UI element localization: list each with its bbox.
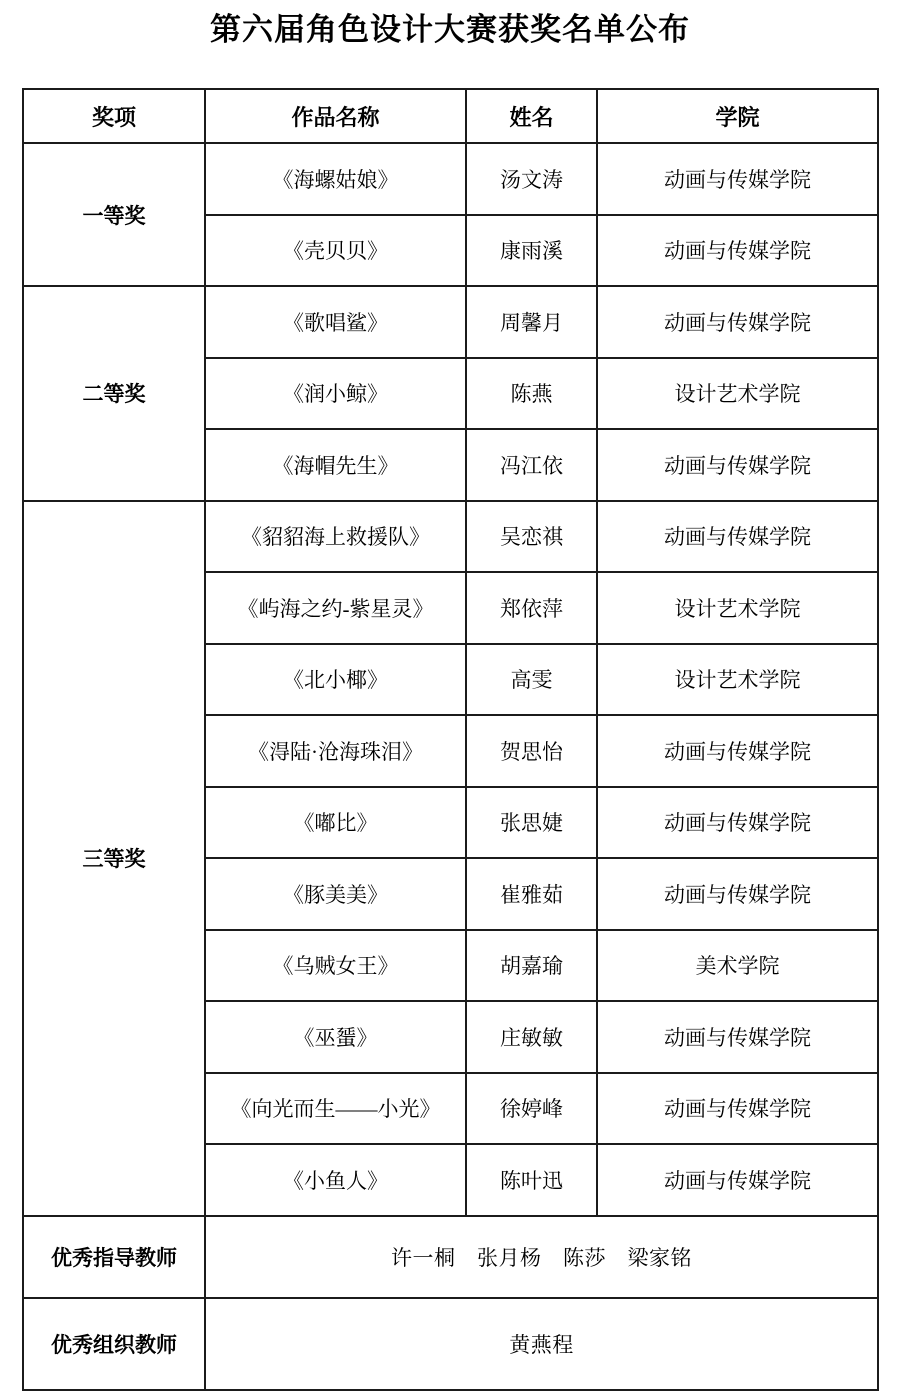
work-cell: 《歌唱鲨》 — [205, 286, 466, 358]
work-cell: 《貂貂海上救援队》 — [205, 501, 466, 573]
work-cell: 《润小鲸》 — [205, 358, 466, 430]
excellent-organization-teacher-label: 优秀组织教师 — [23, 1298, 205, 1390]
award-label-third-prize: 三等奖 — [23, 501, 205, 1216]
name-cell: 周馨月 — [466, 286, 597, 358]
college-cell: 动画与传媒学院 — [597, 1144, 878, 1216]
work-cell: 《海帽先生》 — [205, 429, 466, 501]
table-row — [23, 501, 878, 573]
table-row — [23, 286, 878, 358]
table-row — [23, 1216, 878, 1298]
name-cell: 贺思怡 — [466, 715, 597, 787]
name-cell: 张思婕 — [466, 787, 597, 859]
college-cell: 动画与传媒学院 — [597, 787, 878, 859]
header-work: 作品名称 — [205, 89, 466, 143]
work-cell: 《巫蜑》 — [205, 1001, 466, 1073]
college-cell: 设计艺术学院 — [597, 644, 878, 716]
work-cell: 《北小椰》 — [205, 644, 466, 716]
name-cell: 徐婷峰 — [466, 1073, 597, 1145]
work-cell: 《乌贼女王》 — [205, 930, 466, 1002]
name-cell: 胡嘉瑜 — [466, 930, 597, 1002]
college-cell: 动画与传媒学院 — [597, 1001, 878, 1073]
awards-table — [22, 88, 879, 1391]
award-label-second-prize: 二等奖 — [23, 286, 205, 501]
excellent-guidance-teacher-label: 优秀指导教师 — [23, 1216, 205, 1298]
header-college: 学院 — [597, 89, 878, 143]
college-cell: 美术学院 — [597, 930, 878, 1002]
award-label-first-prize: 一等奖 — [23, 143, 205, 286]
excellent-organization-teacher-names: 黄燕程 — [205, 1298, 878, 1390]
work-cell: 《豚美美》 — [205, 858, 466, 930]
table-row — [23, 143, 878, 215]
work-cell: 《嘟比》 — [205, 787, 466, 859]
college-cell: 动画与传媒学院 — [597, 286, 878, 358]
page-title: 第六届角色设计大赛获奖名单公布 — [210, 12, 690, 47]
name-cell: 庄敏敏 — [466, 1001, 597, 1073]
name-cell: 汤文涛 — [466, 143, 597, 215]
work-cell: 《屿海之约-紫星灵》 — [205, 572, 466, 644]
table-row — [23, 1298, 878, 1390]
work-cell: 《壳贝贝》 — [205, 215, 466, 287]
college-cell: 动画与传媒学院 — [597, 715, 878, 787]
college-cell: 动画与传媒学院 — [597, 1073, 878, 1145]
college-cell: 动画与传媒学院 — [597, 143, 878, 215]
header-name: 姓名 — [466, 89, 597, 143]
name-cell: 陈叶迅 — [466, 1144, 597, 1216]
college-cell: 动画与传媒学院 — [597, 215, 878, 287]
work-cell: 《向光而生——小光》 — [205, 1073, 466, 1145]
college-cell: 动画与传媒学院 — [597, 501, 878, 573]
college-cell: 动画与传媒学院 — [597, 858, 878, 930]
name-cell: 康雨溪 — [466, 215, 597, 287]
name-cell: 吴恋祺 — [466, 501, 597, 573]
name-cell: 冯江依 — [466, 429, 597, 501]
name-cell: 高雯 — [466, 644, 597, 716]
college-cell: 设计艺术学院 — [597, 572, 878, 644]
college-cell: 动画与传媒学院 — [597, 429, 878, 501]
header-award: 奖项 — [23, 89, 205, 143]
name-cell: 崔雅茹 — [466, 858, 597, 930]
college-cell: 设计艺术学院 — [597, 358, 878, 430]
work-cell: 《小鱼人》 — [205, 1144, 466, 1216]
work-cell: 《淂陆·沧海珠泪》 — [205, 715, 466, 787]
name-cell: 陈燕 — [466, 358, 597, 430]
excellent-guidance-teacher-names: 许一桐 张月杨 陈莎 梁家铭 — [205, 1216, 878, 1298]
name-cell: 郑依萍 — [466, 572, 597, 644]
work-cell: 《海螺姑娘》 — [205, 143, 466, 215]
table-header-row — [23, 89, 878, 143]
